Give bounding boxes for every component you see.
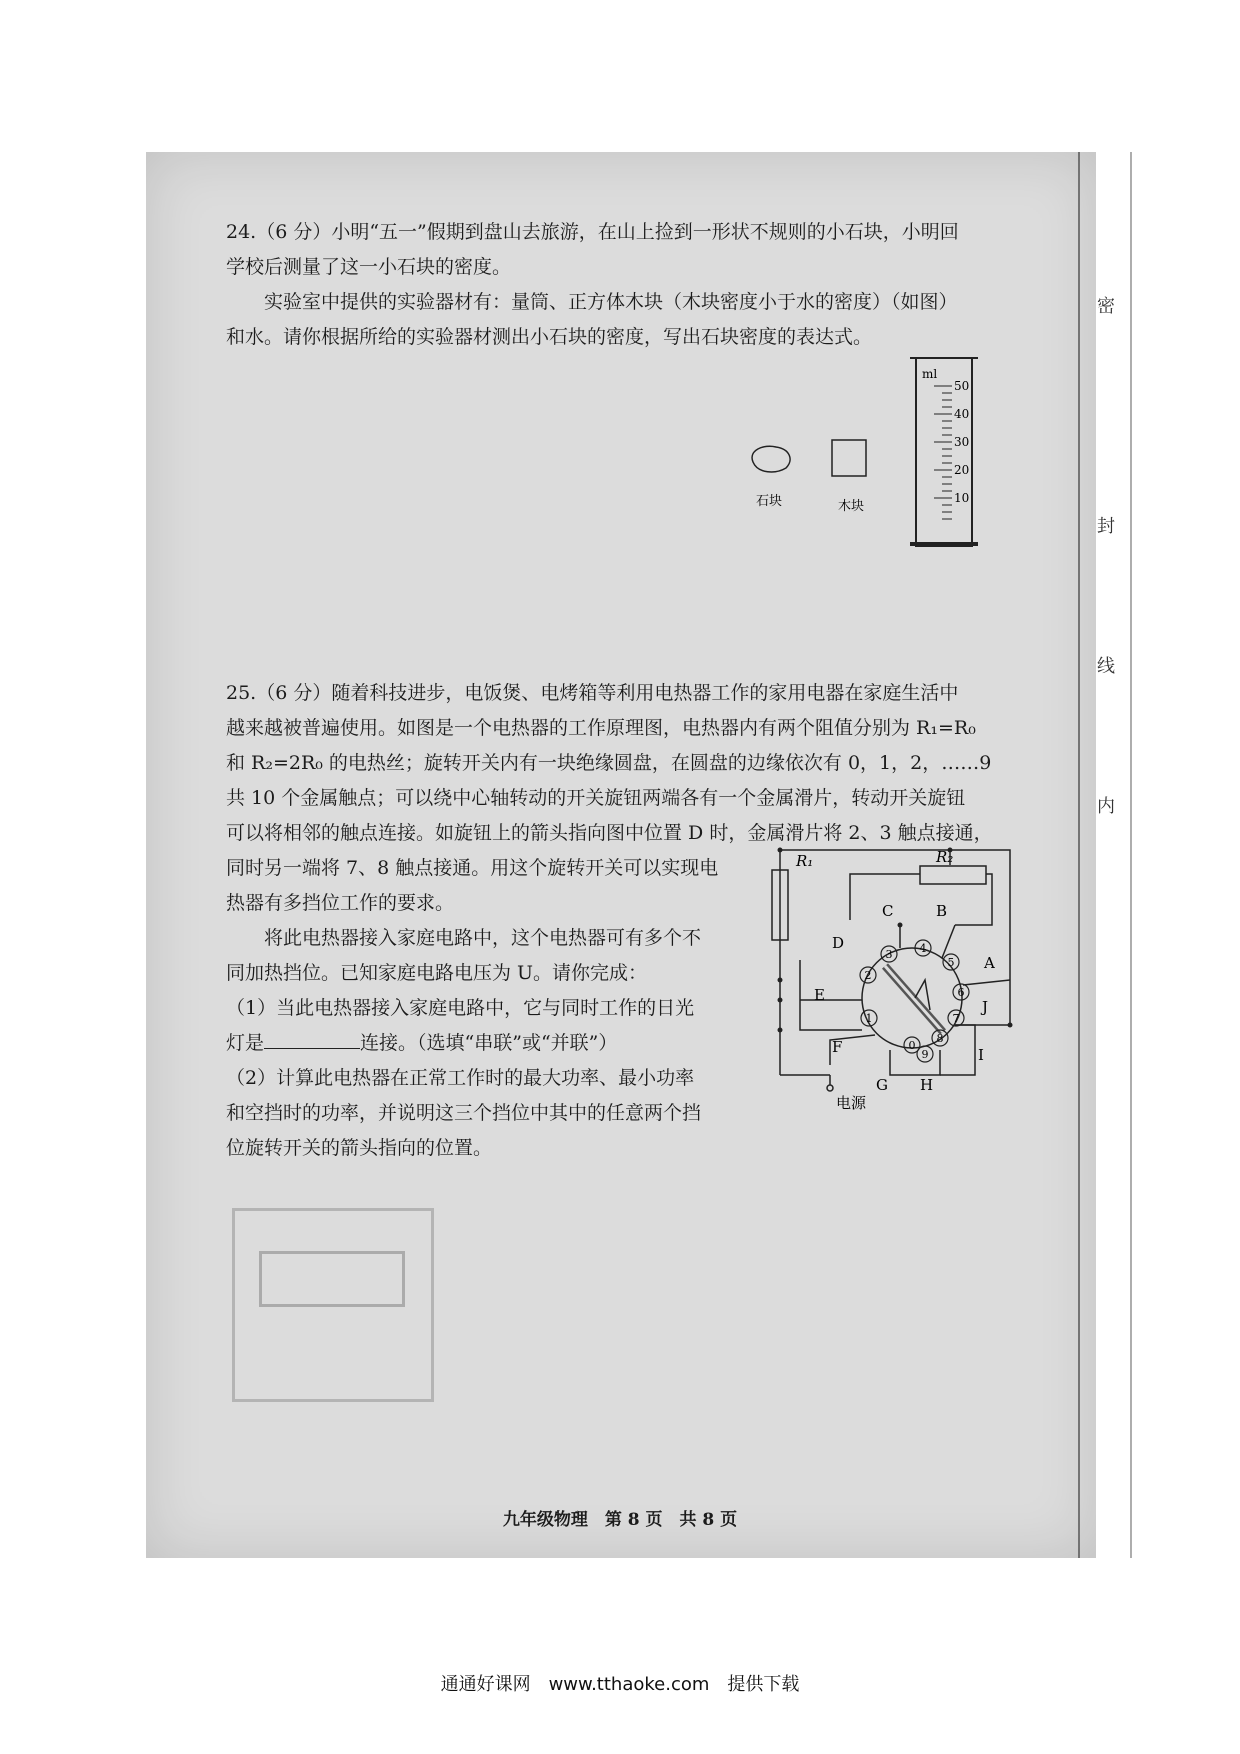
contact-2: 2 <box>864 969 872 982</box>
wood-block-shape <box>832 440 866 476</box>
r2-label: R₂ <box>936 848 954 866</box>
cylinder-tick-10: 10 <box>954 491 970 505</box>
answer-blank[interactable] <box>264 1030 360 1049</box>
circuit-letter-c: C <box>882 902 894 920</box>
cylinder-tick-50: 50 <box>954 379 970 393</box>
circuit-letter-g: G <box>876 1076 888 1094</box>
download-credit: 通通好课网 www.tthaoke.com 提供下载 <box>440 1674 800 1695</box>
faded-stamp-image <box>232 1208 434 1402</box>
q25-line-6: 同时另一端将 7、8 触点接通。用这个旋转开关可以实现电 <box>226 857 719 879</box>
cylinder-tick-40: 40 <box>954 407 970 421</box>
q25-line-2: 越来越被普遍使用。如图是一个电热器的工作原理图，电热器内有两个阻值分别为 R₁=R₀ <box>226 717 976 739</box>
circuit-letter-i: I <box>978 1046 984 1064</box>
q24-figure <box>720 350 1040 550</box>
contact-0: 0 <box>908 1039 916 1052</box>
q25-line-8: 将此电热器接入家庭电路中，这个电热器可有多个不 <box>264 927 702 949</box>
circuit-letter-d: D <box>832 934 845 952</box>
seal-line-margin <box>1073 152 1145 1558</box>
circuit-letter-a: A <box>984 954 995 972</box>
cylinder-unit: ml <box>922 367 938 381</box>
stone-shape <box>752 446 790 472</box>
q25-line-9: 同加热挡位。已知家庭电路电压为 U。请你完成： <box>226 962 648 984</box>
question-24 <box>226 215 1026 355</box>
q25-line-1: 25.（6 分）随着科技进步，电饭煲、电烤箱等利用电热器工作的家用电器在家庭生活中 <box>226 682 959 704</box>
margin-label-xian: 线 <box>1097 656 1115 677</box>
power-source-label: 电源 <box>836 1094 867 1112</box>
contact-9: 9 <box>921 1048 929 1061</box>
circuit-letter-j: J <box>982 998 989 1016</box>
contact-7: 7 <box>952 1012 960 1025</box>
margin-label-mi: 密 <box>1097 296 1115 317</box>
heater-circuit-diagram <box>770 840 1050 1120</box>
contact-6: 6 <box>957 986 965 999</box>
q24-line-1: 24.（6 分）小明“五一”假期到盘山去旅游，在山上捡到一形状不规则的小石块，小明回 <box>226 221 959 243</box>
q25-line-11-prefix: 灯是 <box>226 1032 265 1054</box>
r1-label: R₁ <box>796 852 814 870</box>
q25-line-11-suffix: 连接。（选填“串联”或“并联”） <box>360 1032 618 1054</box>
q25-line-10: （1）当此电热器接入家庭电路中，它与同时工作的日光 <box>226 997 695 1019</box>
q24-line-2: 学校后测量了这一小石块的密度。 <box>226 256 512 278</box>
question-25-intro <box>226 676 1036 851</box>
question-25-body <box>226 851 766 1166</box>
q25-line-14: 位旋转开关的箭头指向的位置。 <box>226 1137 493 1159</box>
cylinder-tick-20: 20 <box>954 463 970 477</box>
circuit-letter-h: H <box>920 1076 934 1094</box>
page-footer: 九年级物理 第 8 页 共 8 页 <box>502 1510 738 1530</box>
seal-line-border <box>1073 152 1145 1558</box>
margin-label-nei: 内 <box>1097 796 1115 817</box>
cylinder-tick-30: 30 <box>954 435 970 449</box>
q25-line-4: 共 10 个金属触点；可以绕中心轴转动的开关旋钮两端各有一个金属滑片，转动开关旋钮 <box>226 787 966 809</box>
wood-label: 木块 <box>838 499 865 514</box>
r2-resistor <box>920 866 986 884</box>
circuit-letter-b: B <box>936 902 948 920</box>
q24-line-3: 实验室中提供的实验器材有：量筒、正方体木块（木块密度小于水的密度）（如图） <box>264 291 958 313</box>
circuit-letter-f: F <box>832 1038 843 1056</box>
q25-line-7: 热器有多挡位工作的要求。 <box>226 892 455 914</box>
q25-line-12: （2）计算此电热器在正常工作时的最大功率、最小功率 <box>226 1067 695 1089</box>
contact-5: 5 <box>947 956 955 969</box>
stone-label: 石块 <box>756 494 783 509</box>
q25-line-3: 和 R₂=2R₀ 的电热丝；旋转开关内有一块绝缘圆盘，在圆盘的边缘依次有 0，1，2，……9 <box>226 752 992 774</box>
q25-line-13: 和空挡时的功率，并说明这三个挡位中其中的任意两个挡 <box>226 1102 702 1124</box>
q25-line-11 <box>226 1026 766 1061</box>
contact-1: 1 <box>865 1012 873 1025</box>
contact-4: 4 <box>919 942 927 955</box>
q24-line-4: 和水。请你根据所给的实验器材测出小石块的密度，写出石块密度的表达式。 <box>226 326 873 348</box>
contact-3: 3 <box>885 948 893 961</box>
margin-label-feng: 封 <box>1097 516 1115 537</box>
q25-line-5: 可以将相邻的触点连接。如旋钮上的箭头指向图中位置 D 时，金属滑片将 2、3 触点接通， <box>226 822 993 844</box>
circuit-letter-e: E <box>814 986 825 1004</box>
contact-8: 8 <box>936 1032 944 1045</box>
